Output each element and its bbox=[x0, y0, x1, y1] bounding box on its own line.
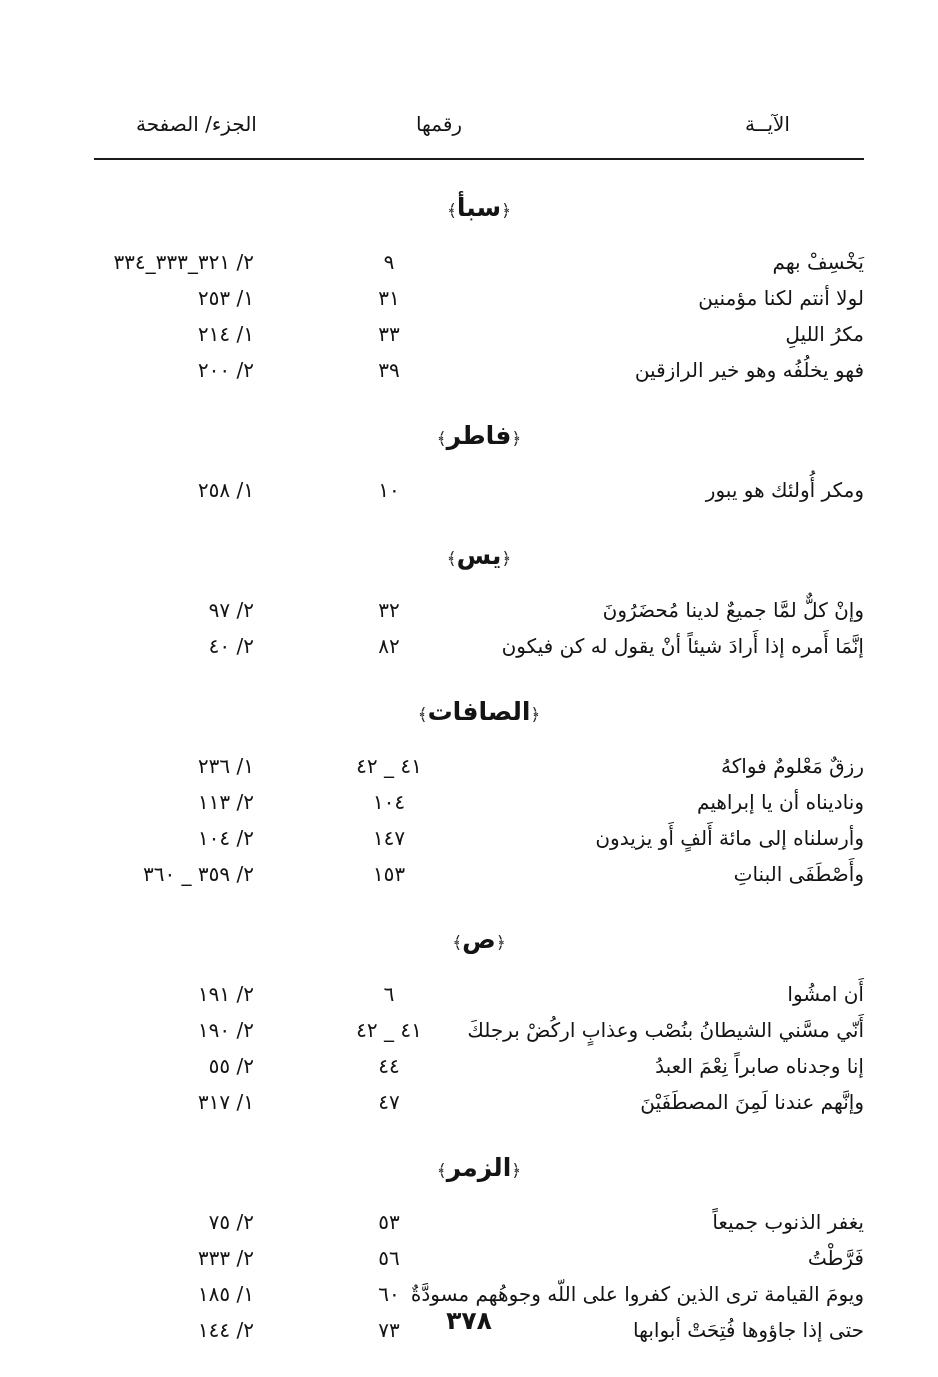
surah-heading bbox=[94, 518, 864, 594]
ornament-close: ﴾ bbox=[446, 201, 457, 221]
surah-heading bbox=[94, 1130, 864, 1206]
table-row bbox=[94, 282, 864, 318]
ayah-number: ٤١ _ ٤٢ bbox=[356, 754, 422, 778]
ayah-text: وإنْ كلٌّ لمَّا جميعٌ لدينا مُحضَرُونَ bbox=[602, 598, 864, 622]
page-ref: ٢/ ٣٣٣ bbox=[197, 1246, 254, 1270]
table-row bbox=[94, 858, 864, 894]
ayah-number: ٦٠ bbox=[378, 1282, 400, 1306]
ayah-text: حتى إذا جاؤوها فُتِحَتْ أبوابها bbox=[633, 1318, 864, 1342]
page-ref: ٢/ ٥٥ bbox=[208, 1054, 254, 1078]
ornament-close: ﴾ bbox=[417, 705, 428, 725]
page-ref: ٢/ ١١٣ bbox=[197, 790, 254, 814]
ayah-number: ٨٢ bbox=[378, 634, 400, 658]
surah-title: فاطر bbox=[446, 421, 512, 450]
page-ref: ١/ ٣١٧ bbox=[197, 1090, 254, 1114]
table-row bbox=[94, 750, 864, 786]
ayah-text: وأَصْطَفَى البناتِ bbox=[733, 862, 864, 886]
page-ref: ٢/ ١٩١ bbox=[197, 982, 254, 1006]
page-ref: ٢/ ٤٠ bbox=[208, 634, 254, 658]
ornament-close: ﴾ bbox=[436, 1161, 447, 1181]
section-gap bbox=[94, 1350, 864, 1358]
ayah-number: ٥٦ bbox=[378, 1246, 400, 1270]
ornament-close: ﴾ bbox=[452, 933, 463, 953]
page-number: ٣٧٨ bbox=[446, 1306, 492, 1335]
ayah-text: وأرسلناه إلى مائة أَلفٍ أَو يزيدون bbox=[595, 826, 864, 850]
page-ref: ٢/ ١٤٤ bbox=[197, 1318, 254, 1342]
page-ref: ٢/ ١٩٠ bbox=[197, 1018, 254, 1042]
ayah-text: وإنَّهم عندنا لَمِنَ المصطَفَيْنَ bbox=[640, 1090, 864, 1114]
table-row bbox=[94, 474, 864, 510]
surah-title: ص bbox=[462, 925, 496, 954]
surah-heading bbox=[94, 902, 864, 978]
table-row bbox=[94, 1014, 864, 1050]
page-ref: ٢/ ١٠٤ bbox=[197, 826, 254, 850]
ayah-number: ١٠ bbox=[378, 478, 400, 502]
page-ref: ١/ ٢٥٣ bbox=[197, 286, 254, 310]
ayah-text: لولا أنتم لكنا مؤمنين bbox=[698, 286, 864, 310]
ayah-text: يغفر الذنوب جميعاً bbox=[712, 1210, 864, 1234]
ornament-close: ﴾ bbox=[436, 429, 447, 449]
ornament-open: ﴿ bbox=[511, 1161, 522, 1181]
header-page: الجزء/ الصفحة bbox=[136, 112, 257, 136]
page-ref: ٢/ ٣٥٩ _ ٣٦٠ bbox=[142, 862, 254, 886]
ayah-text: فَرَّطْتُ bbox=[807, 1246, 864, 1270]
header-ayah: الآيــة bbox=[745, 112, 790, 136]
ayah-number: ٦ bbox=[383, 982, 395, 1006]
table-row bbox=[94, 822, 864, 858]
table-row bbox=[94, 978, 864, 1014]
ayah-text: ومكر أُولئك هو يبور bbox=[705, 478, 864, 502]
table-row bbox=[94, 1086, 864, 1122]
ayah-text: ويومَ القيامة ترى الذين كفروا على اللّه وجوهُهم مسودَّةٌ bbox=[410, 1282, 864, 1306]
ayah-number: ١٠٤ bbox=[372, 790, 406, 814]
table-row bbox=[94, 594, 864, 630]
page-ref: ١/ ١٨٥ bbox=[197, 1282, 254, 1306]
section-gap bbox=[94, 1122, 864, 1130]
surah-heading bbox=[94, 674, 864, 750]
page-ref: ٢/ ٧٥ bbox=[208, 1210, 254, 1234]
ayah-number: ٣٩ bbox=[378, 358, 400, 382]
ayah-number: ٣٢ bbox=[378, 598, 400, 622]
surah-title: الصافات bbox=[427, 697, 531, 726]
ornament-close: ﴾ bbox=[446, 549, 457, 569]
table-row bbox=[94, 1242, 864, 1278]
section-gap bbox=[94, 510, 864, 518]
page-ref: ١/ ٢١٤ bbox=[197, 322, 254, 346]
ayah-number: ١٥٣ bbox=[372, 862, 406, 886]
section-gap bbox=[94, 390, 864, 398]
surah-heading bbox=[94, 170, 864, 246]
ayah-number: ٤٧ bbox=[378, 1090, 400, 1114]
header-number: رقمها bbox=[415, 112, 463, 136]
ayah-number: ٣١ bbox=[378, 286, 400, 310]
table-row bbox=[94, 786, 864, 822]
surah-title: يس bbox=[456, 541, 502, 570]
ornament-open: ﴿ bbox=[495, 933, 506, 953]
table-row bbox=[94, 246, 864, 282]
ayah-number: ٥٣ bbox=[378, 1210, 400, 1234]
table-row bbox=[94, 630, 864, 666]
table-row bbox=[94, 354, 864, 390]
ornament-open: ﴿ bbox=[530, 705, 541, 725]
ayah-text: يَخْسِفْ بهم bbox=[772, 250, 864, 274]
page-ref: ١/ ٢٥٨ bbox=[197, 478, 254, 502]
surah-heading bbox=[94, 398, 864, 474]
surah-title: الزمر bbox=[446, 1153, 512, 1182]
ayah-text: وناديناه أن يا إبراهيم bbox=[697, 790, 864, 814]
section-gap bbox=[94, 894, 864, 902]
ornament-open: ﴿ bbox=[501, 201, 512, 221]
section-gap bbox=[94, 666, 864, 674]
ayah-text: أَن امشُوا bbox=[787, 982, 864, 1006]
ayah-number: ٩ bbox=[383, 250, 395, 274]
table-row bbox=[94, 1050, 864, 1086]
table-row bbox=[94, 1206, 864, 1242]
ayah-number: ٤١ _ ٤٢ bbox=[356, 1018, 422, 1042]
ayah-text: أَنّي مسَّني الشيطانُ بنُصْب وعذابٍ اركُضْ برجلكَ bbox=[467, 1018, 864, 1042]
ayah-number: ١٤٧ bbox=[372, 826, 406, 850]
page-ref: ٢/ ٢٠٠ bbox=[197, 358, 254, 382]
ayah-text: مكرُ الليلِ bbox=[785, 322, 864, 346]
ayah-number: ٣٣ bbox=[378, 322, 400, 346]
index-table bbox=[94, 170, 864, 1358]
ayah-text: فهو يخلُفُه وهو خير الرازقين bbox=[634, 358, 864, 382]
page-ref: ٢/ ٩٧ bbox=[208, 598, 254, 622]
ayah-number: ٧٣ bbox=[378, 1318, 400, 1342]
ayah-text: رزقٌ مَعْلومٌ فواكهُ bbox=[721, 754, 864, 778]
ayah-number: ٤٤ bbox=[378, 1054, 400, 1078]
header-rule bbox=[94, 158, 864, 160]
ayah-text: إنَّمَا أَمره إذا أَرادَ شيئاً أنْ يقول له كن فيكون bbox=[501, 634, 864, 658]
surah-title: سبأ bbox=[456, 193, 502, 222]
table-row bbox=[94, 318, 864, 354]
page-ref: ١/ ٢٣٦ bbox=[197, 754, 254, 778]
page-ref: ٢/ ٣٢١_٣٣٣_٣٣٤ bbox=[113, 250, 254, 274]
ornament-open: ﴿ bbox=[501, 549, 512, 569]
table-header bbox=[94, 112, 864, 152]
ayah-text: إنا وجدناه صابراً نِعْمَ العبدُ bbox=[655, 1054, 864, 1078]
ornament-open: ﴿ bbox=[511, 429, 522, 449]
